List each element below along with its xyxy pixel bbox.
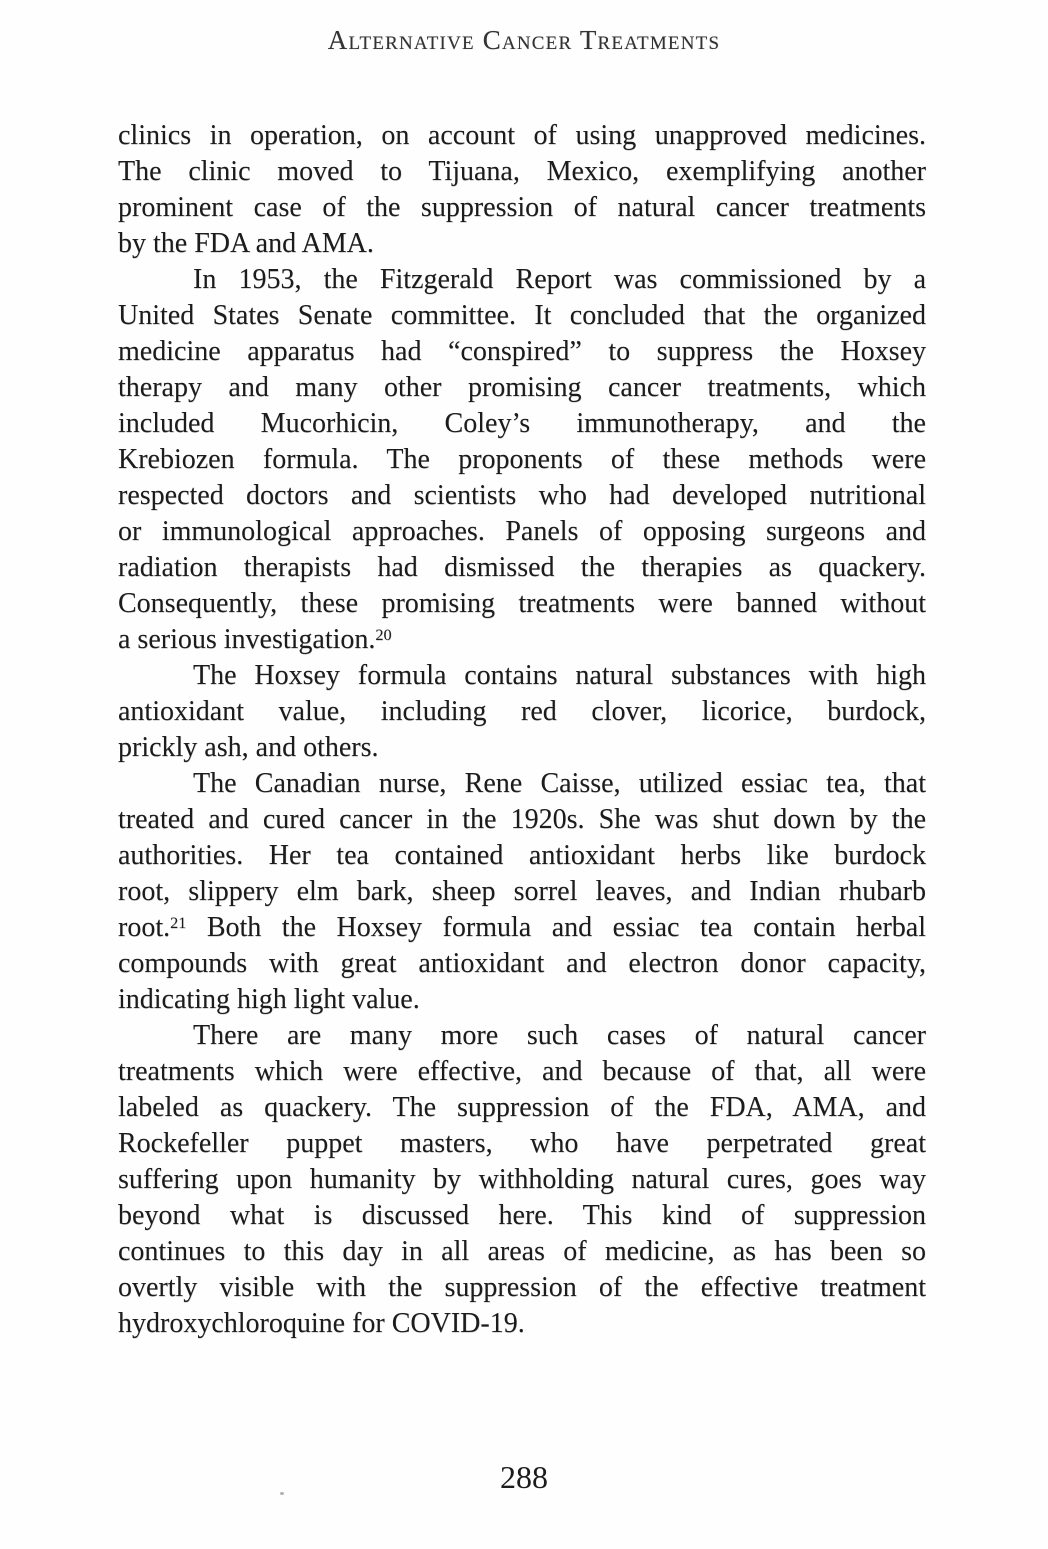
text-line: prickly ash, and others.: [118, 732, 379, 763]
text-line: authorities. Her tea contained antioxidant herbs like burdock: [118, 840, 926, 871]
text-line: suffering upon humanity by withholding natural cures, goes way: [118, 1164, 926, 1195]
text-line: prominent case of the suppression of natural cancer treatments: [118, 192, 926, 223]
text-line: Rockefeller puppet masters, who have perpetrated great: [118, 1128, 926, 1159]
text-line: hydroxychloroquine for COVID-19.: [118, 1308, 525, 1339]
text-line: beyond what is discussed here. This kind of suppression: [118, 1200, 926, 1231]
text-line: radiation therapists had dismissed the therapies as quackery.: [118, 552, 926, 583]
text-line: There are many more such cases of natural cancer: [193, 1020, 926, 1051]
text-line: by the FDA and AMA.: [118, 228, 374, 259]
text-line: treatments which were effective, and because of that, all were: [118, 1056, 926, 1087]
page-number: 288: [500, 1459, 548, 1495]
text-line: The Hoxsey formula contains natural substances with high: [193, 660, 926, 691]
text-line: antioxidant value, including red clover, licorice, burdock,: [118, 696, 926, 727]
text-line: Consequently, these promising treatments were banned without: [118, 588, 926, 619]
text-line: Krebiozen formula. The proponents of these methods were: [118, 444, 926, 475]
text-line: compounds with great antioxidant and electron donor capacity,: [118, 948, 926, 979]
text-line: or immunological approaches. Panels of opposing surgeons and: [118, 516, 926, 547]
text-line: The Canadian nurse, Rene Caisse, utilized essiac tea, that: [193, 768, 926, 799]
text-line: root.$^{21}$ Both the Hoxsey formula and essiac tea contain herbal: [118, 912, 926, 943]
running-header: Alternative Cancer Treatments: [327, 25, 721, 55]
text-line: labeled as quackery. The suppression of the FDA, AMA, and: [118, 1092, 926, 1123]
text-line: United States Senate committee. It concluded that the organized: [118, 300, 926, 331]
text-line: therapy and many other promising cancer treatments, which: [118, 372, 926, 403]
text-line: root, slippery elm bark, sheep sorrel leaves, and Indian rhubarb: [118, 876, 926, 907]
footnote-reference: 21: [170, 913, 187, 932]
text-line: indicating high light value.: [118, 984, 420, 1015]
text-line: respected doctors and scientists who had developed nutritional: [118, 480, 926, 511]
text-line: In 1953, the Fitzgerald Report was commissioned by a: [193, 264, 926, 295]
text-line: The clinic moved to Tijuana, Mexico, exemplifying another: [118, 156, 926, 187]
footnote-reference: 20: [375, 625, 392, 644]
text-line: included Mucorhicin, Coley’s immunotherapy, and the: [118, 408, 926, 439]
text-line: overtly visible with the suppression of the effective treatment: [118, 1272, 926, 1303]
text-line: continues to this day in all areas of medicine, as has been so: [118, 1236, 926, 1267]
text-line: clinics in operation, on account of using unapproved medicines.: [118, 120, 926, 151]
text-line: medicine apparatus had “conspired” to suppress the Hoxsey: [118, 336, 926, 367]
page-body: [118, 118, 926, 1342]
text-line: treated and cured cancer in the 1920s. She was shut down by the: [118, 804, 926, 835]
text-line: a serious investigation.$^{20}$: [118, 624, 392, 655]
